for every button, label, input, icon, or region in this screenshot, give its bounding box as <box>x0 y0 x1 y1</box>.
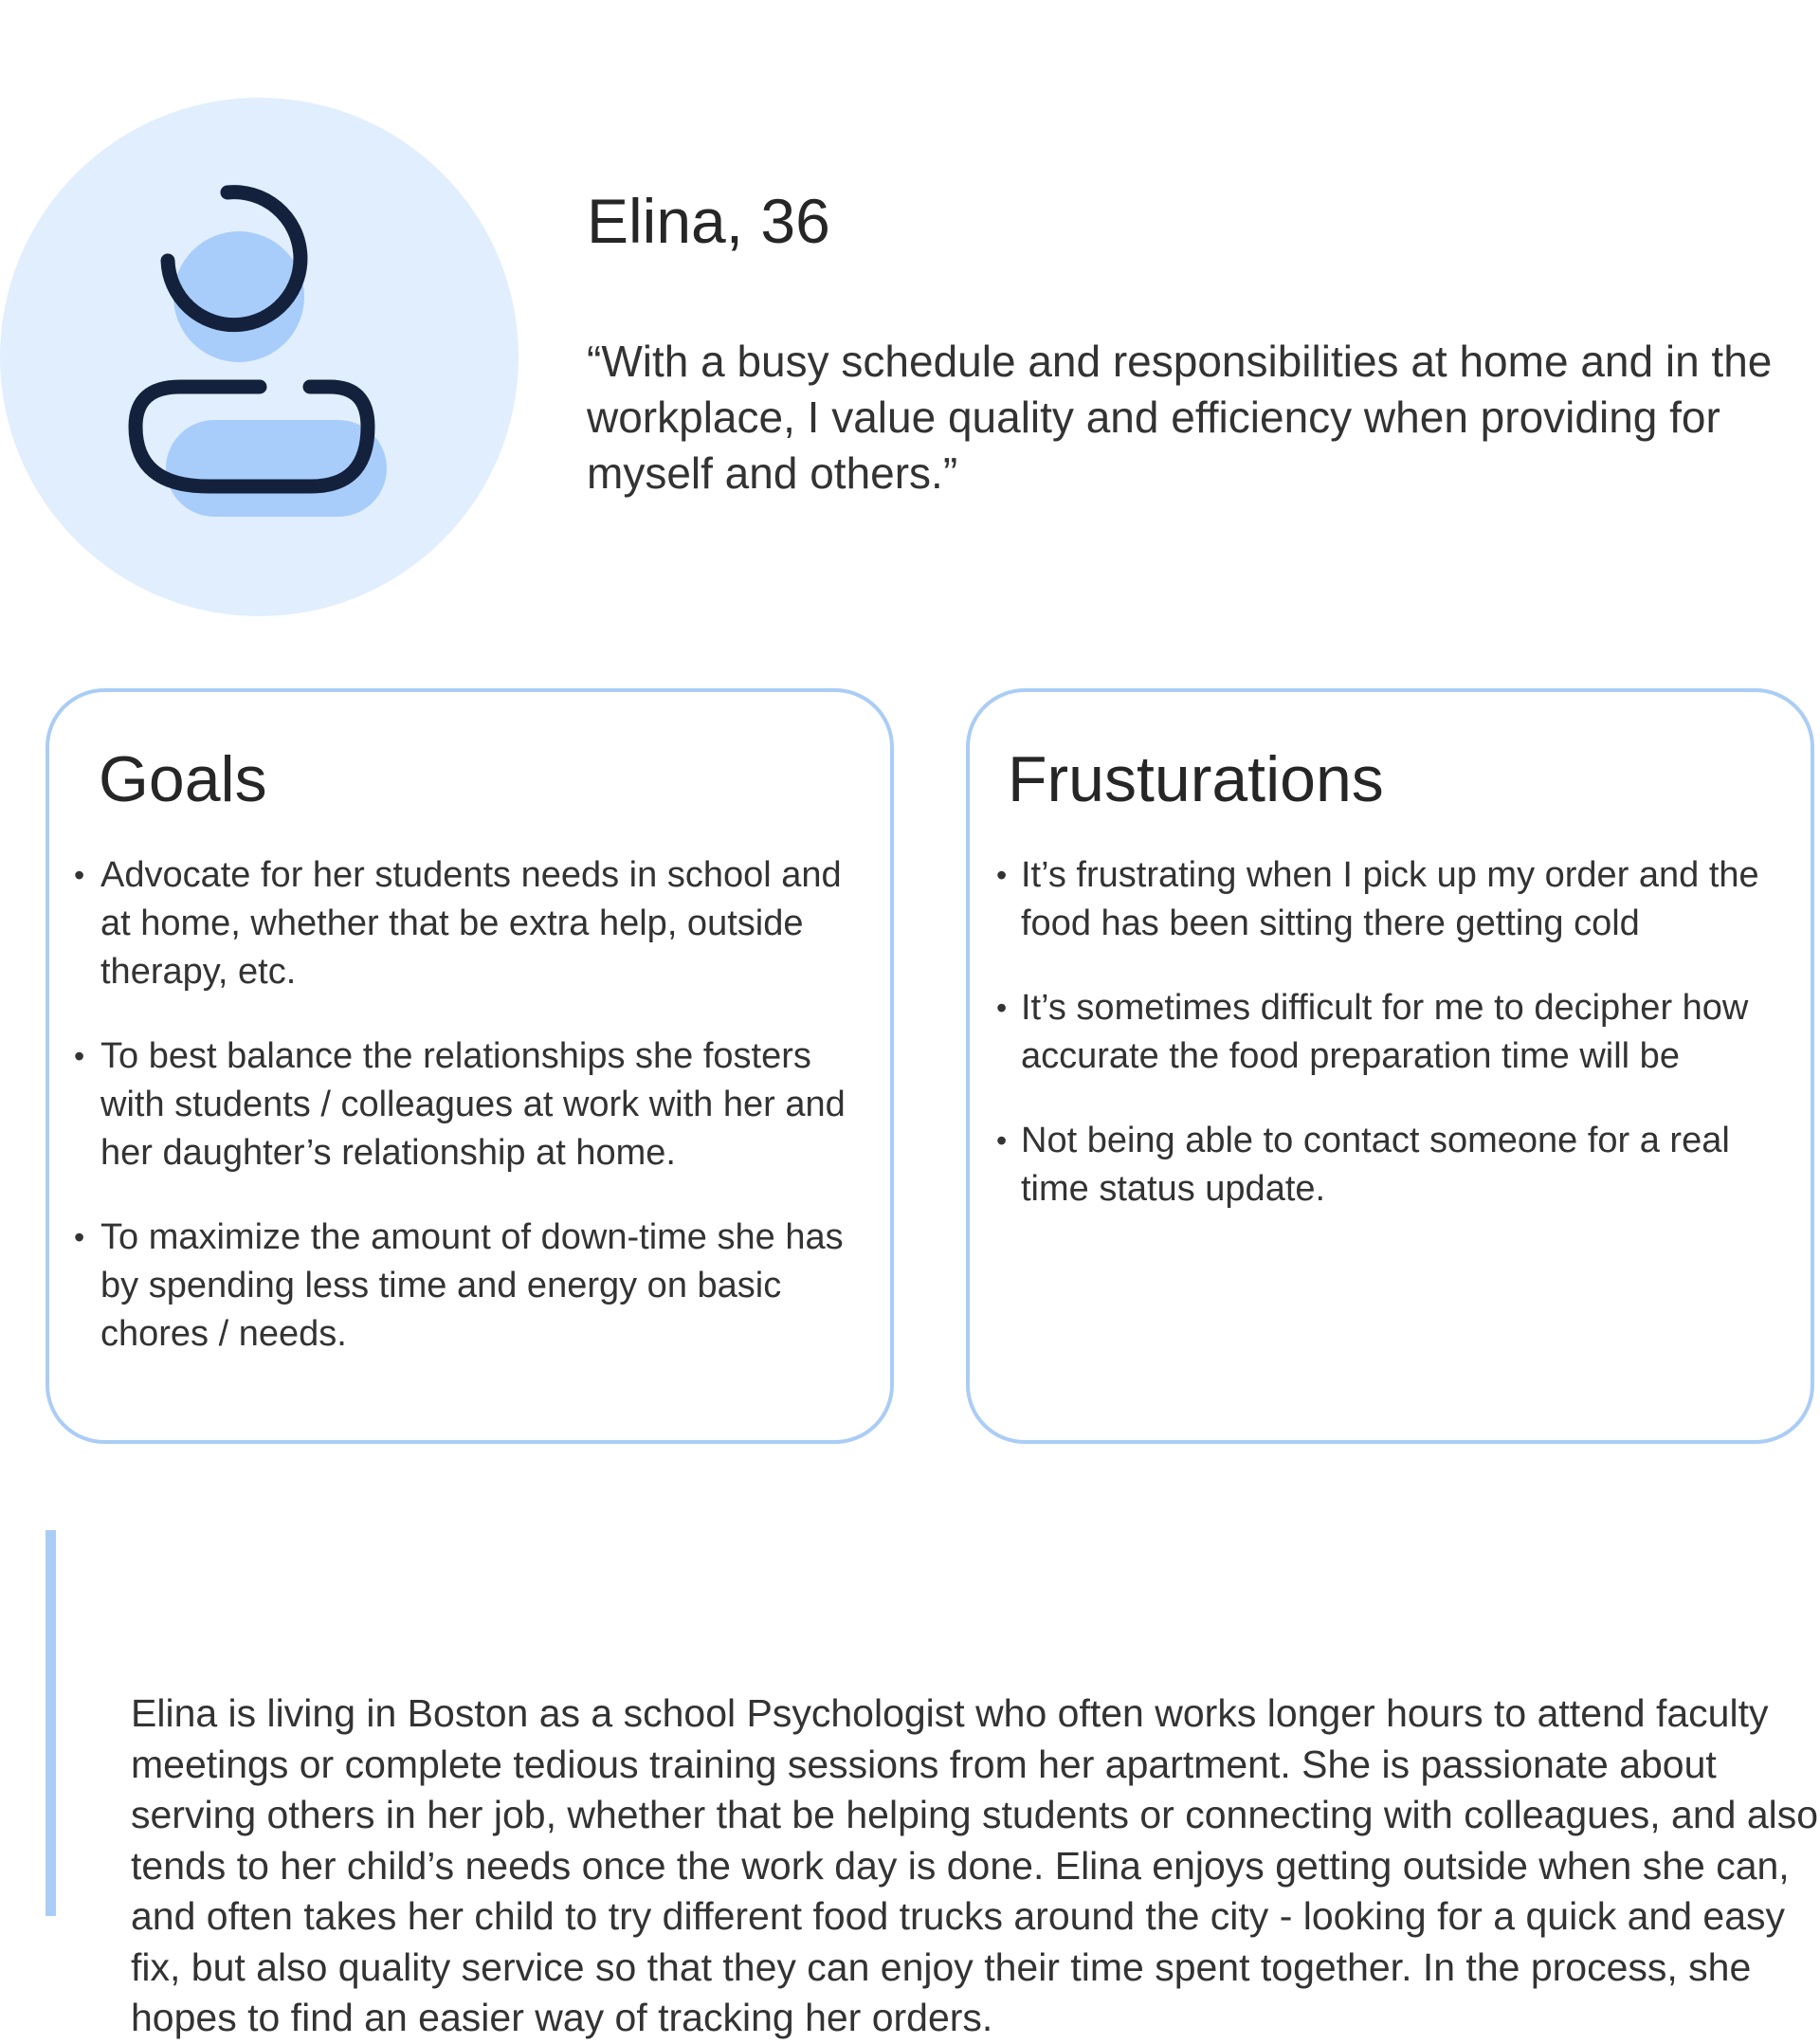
frustration-item <box>970 984 1811 1081</box>
frustrations-list <box>970 851 1811 1250</box>
frustration-item-text: It’s sometimes difficult for me to decipher how accurate the food preparation time will be <box>1021 988 1749 1076</box>
frustration-item <box>970 851 1811 948</box>
goals-card <box>46 688 894 1444</box>
bio-paragraph: Elina is living in Boston as a school Psychologist who often works longer hours to attend faculty meetings or complete tedious training sessions from her apartment. She is passionate about serving others in her job, whether that be helping students or connecting with colleagues, and also tends to her child’s needs once the work day is done. Elina enjoys getting outside when she can, and often takes her child to try different food trucks around the city - looking for a quick and easy fix, but also quality service so that they can enjoy their time spent together. In the process, she hopes to find an easier way of tracking her orders. <box>131 1691 1819 2039</box>
goal-item <box>49 1214 890 1359</box>
goals-list <box>49 851 890 1395</box>
frustration-item-text: Not being able to contact someone for a real time status update. <box>1021 1121 1730 1209</box>
bullet-icon: • <box>74 1039 85 1073</box>
goals-title: Goals <box>99 743 267 815</box>
frustration-item <box>970 1117 1811 1214</box>
bullet-icon: • <box>996 991 1008 1025</box>
bullet-icon: • <box>996 858 1008 892</box>
bullet-icon: • <box>996 1123 1008 1158</box>
bio-accent-bar <box>46 1530 56 1916</box>
bullet-icon: • <box>74 858 85 892</box>
goal-item <box>49 1032 890 1177</box>
bullet-icon: • <box>74 1220 85 1254</box>
goal-item-text: To maximize the amount of down-time she has by spending less time and energy on basic chores / needs. <box>100 1217 844 1354</box>
frustrations-title: Frusturations <box>1008 743 1384 815</box>
persona-quote: “With a busy schedule and responsibilities at home and in the workplace, I value quality and efficiency when providing for myself and others.” <box>587 337 1773 498</box>
persona-name: Elina, 36 <box>587 186 830 256</box>
frustrations-card <box>966 688 1814 1444</box>
goal-item-text: To best balance the relationships she fosters with students / colleagues at work with her and her daughter’s relationship at home. <box>100 1036 846 1173</box>
goal-item <box>49 851 890 996</box>
goal-item-text: Advocate for her students needs in school and at home, whether that be extra help, outside therapy, etc. <box>100 855 842 992</box>
frustration-item-text: It’s frustrating when I pick up my order and the food has been sitting there getting cold <box>1021 855 1759 943</box>
user-icon <box>123 180 398 531</box>
